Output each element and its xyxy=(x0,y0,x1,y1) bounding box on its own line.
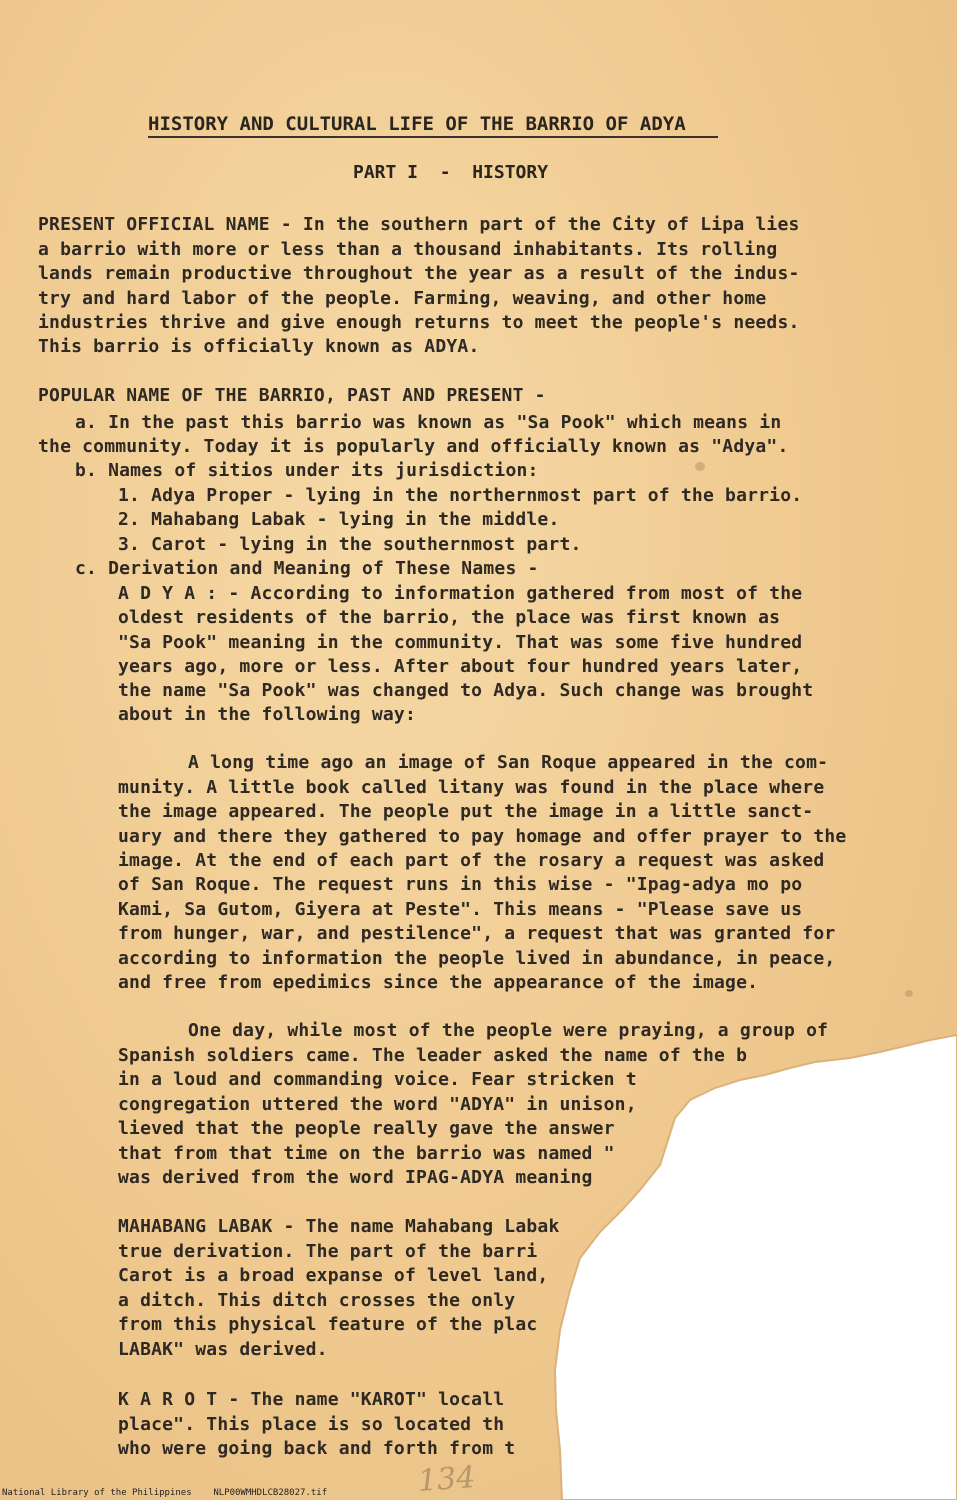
text-line: that from that time on the barrio was named " xyxy=(118,1143,615,1164)
text-line: K A R O T - The name "KAROT" locall xyxy=(118,1389,505,1410)
text-line: about in the following way: xyxy=(118,704,416,725)
text-line: lieved that the people really gave the answer xyxy=(118,1118,615,1139)
text-line: place". This place is so located th xyxy=(118,1414,505,1435)
text-line: Spanish soldiers came. The leader asked the name of the b xyxy=(118,1045,748,1066)
text-line: the name "Sa Pook" was changed to Adya. Such change was brought xyxy=(118,680,814,701)
text-line: from this physical feature of the plac xyxy=(118,1314,538,1335)
text-line: MAHABANG LABAK - The name Mahabang Labak xyxy=(118,1216,560,1237)
text-line: lands remain productive throughout the year as a result of the indus- xyxy=(38,263,800,284)
text-line: This barrio is officially known as ADYA. xyxy=(38,336,480,357)
text-line: Kami, Sa Gutom, Giyera at Peste". This means - "Please save us xyxy=(118,899,803,920)
text-line: of San Roque. The request runs in this wise - "Ipag-adya mo po xyxy=(118,874,803,895)
text-line: oldest residents of the barrio, the place was first known as xyxy=(118,607,781,628)
text-line: c. Derivation and Meaning of These Names - xyxy=(75,558,539,579)
text-line: uary and there they gathered to pay homage and offer prayer to the xyxy=(118,826,847,847)
list-item: 3. Carot - lying in the southernmost part. xyxy=(118,534,582,555)
text-line: b. Names of sitios under its jurisdiction: xyxy=(75,460,539,481)
text-line: in a loud and commanding voice. Fear stricken t xyxy=(118,1069,637,1090)
text-line: and free from epedimics since the appearance of the image. xyxy=(118,972,759,993)
list-item: 1. Adya Proper - lying in the northernmost part of the barrio. xyxy=(118,485,803,506)
text-line: the image appeared. The people put the image in a little sanct- xyxy=(118,801,814,822)
text-line: according to information the people lived in abundance, in peace, xyxy=(118,948,836,969)
text-line: industries thrive and give enough returns to meet the people's needs. xyxy=(38,312,800,333)
text-line: a. In the past this barrio was known as "Sa Pook" which means in xyxy=(75,412,782,433)
section-heading: POPULAR NAME OF THE BARRIO, PAST AND PRESENT - xyxy=(38,385,546,406)
text-line: "Sa Pook" meaning in the community. That was some five hundred xyxy=(118,632,803,653)
text-line: a barrio with more or less than a thousand inhabitants. Its rolling xyxy=(38,239,778,260)
document-title: HISTORY AND CULTURAL LIFE OF THE BARRIO OF ADYA xyxy=(148,113,686,135)
text-line: munity. A little book called litany was found in the place where xyxy=(118,777,825,798)
footer-caption: National Library of the Philippines NLP00WMHDLCB28027.tif xyxy=(2,1488,328,1498)
text-line: image. At the end of each part of the rosary a request was asked xyxy=(118,850,825,871)
list-item: 2. Mahabang Labak - lying in the middle. xyxy=(118,509,560,530)
text-line: PRESENT OFFICIAL NAME - In the southern part of the City of Lipa lies xyxy=(38,214,800,235)
part-heading: PART I - HISTORY xyxy=(353,162,549,183)
text-line: true derivation. The part of the barri xyxy=(118,1241,538,1262)
text-line: Carot is a broad expanse of level land, xyxy=(118,1265,549,1286)
text-line: try and hard labor of the people. Farming, weaving, and other home xyxy=(38,288,767,309)
text-line: A D Y A : - According to information gathered from most of the xyxy=(118,583,803,604)
text-line: years ago, more or less. After about four hundred years later, xyxy=(118,656,803,677)
page-number: 134 xyxy=(416,1460,477,1499)
text-line: congregation uttered the word "ADYA" in unison, xyxy=(118,1094,637,1115)
text-line: from hunger, war, and pestilence", a request that was granted for xyxy=(118,923,836,944)
text-line: the community. Today it is popularly and officially known as "Adya". xyxy=(38,436,789,457)
text-line: LABAK" was derived. xyxy=(118,1339,328,1360)
text-line: who were going back and forth from t xyxy=(118,1438,516,1459)
text-line: A long time ago an image of San Roque appeared in the com- xyxy=(188,752,829,773)
text-line: One day, while most of the people were praying, a group of xyxy=(188,1020,829,1041)
text-line: was derived from the word IPAG-ADYA meaning xyxy=(118,1167,593,1188)
text-line: a ditch. This ditch crosses the only xyxy=(118,1290,516,1311)
